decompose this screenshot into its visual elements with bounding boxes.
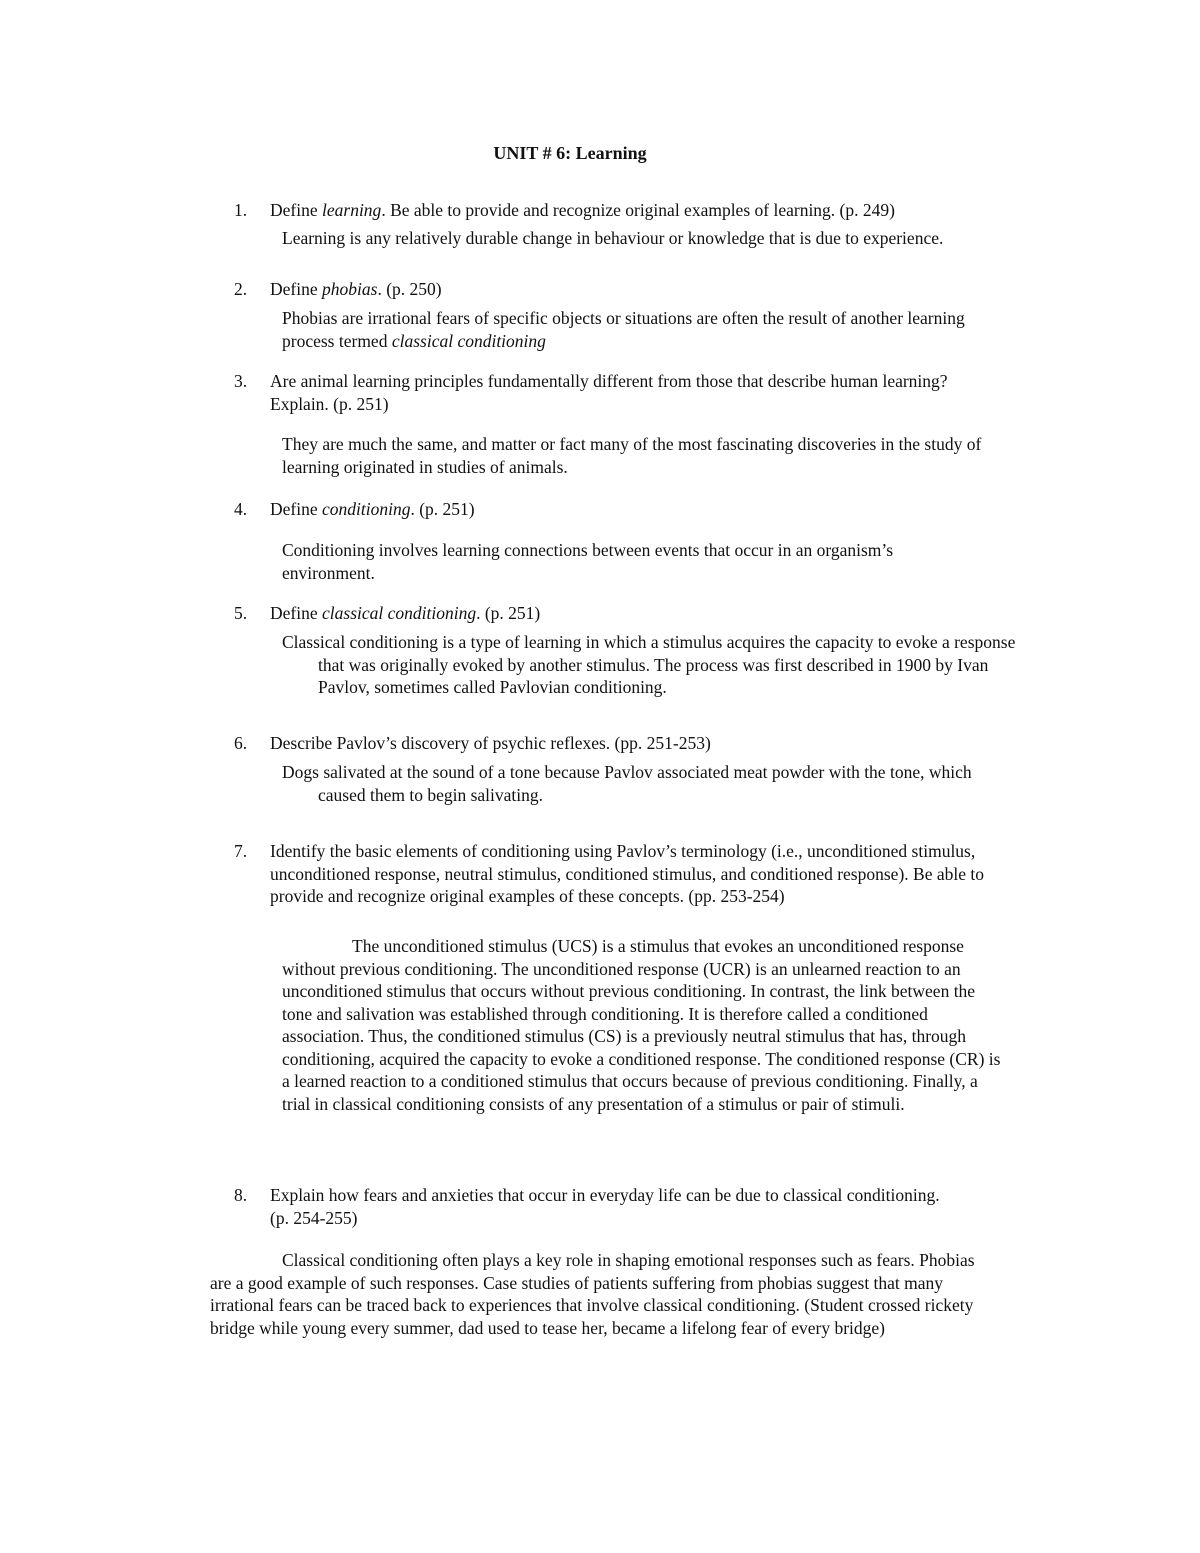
question-text: Are animal learning principles fundamentally different from those that describe human learning? Explain. (p. 251) — [270, 371, 948, 414]
question-text: Describe Pavlov’s discovery of psychic reflexes. (pp. 251-253) — [270, 733, 711, 753]
question-text: Explain how fears and anxieties that occur in everyday life can be due to classical conditioning. (p. 254-255) — [270, 1185, 940, 1228]
question-6 — [234, 732, 1014, 755]
page-title: UNIT # 6: Learning — [493, 143, 647, 163]
question-5 — [234, 602, 1014, 625]
question-number: 3. — [234, 371, 248, 391]
question-8 — [234, 1184, 1014, 1229]
answer-8: Classical conditioning often plays a key role in shaping emotional responses such as fears. Phobias are a good example of such responses. Case studies of patients suffering from phobias suggest that many irrational fears can be traced back to experiences that involve classical conditioning. (Student crossed rickety bridge while young every summer, dad used to tease her, became a lifelong fear of every bridge) — [210, 1250, 975, 1338]
question-number: 8. — [234, 1185, 248, 1205]
question-number: 5. — [234, 603, 248, 623]
answer-3: They are much the same, and matter or fact many of the most fascinating discoveries in the study of learning originated in studies of animals. — [282, 434, 982, 477]
question-number: 2. — [234, 279, 248, 299]
question-number: 1. — [234, 200, 248, 220]
question-number: 4. — [234, 499, 248, 519]
answer-2: Phobias are irrational fears of specific objects or situations are often the result of another learning process termed classical conditioning — [282, 308, 965, 351]
answer-6: Dogs salivated at the sound of a tone because Pavlov associated meat powder with the tone, which caused them to begin salivating. — [282, 762, 972, 805]
answer-7: The unconditioned stimulus (UCS) is a stimulus that evokes an unconditioned response without previous conditioning. The unconditioned response (UCR) is an unlearned reaction to an unconditioned stimulus that occurs without previous conditioning. In contrast, the link between the tone and salivation was established through conditioning. It is therefore called a conditioned association. Thus, the conditioned stimulus (CS) is a previously neutral stimulus that has, through conditioning, acquired the capacity to evoke a conditioned response. The conditioned response (CR) is a learned reaction to a conditioned stimulus that occurs because of previous conditioning. Finally, a trial in classical conditioning consists of any presentation of a stimulus or pair of stimuli. — [282, 936, 1001, 1114]
question-4 — [234, 498, 1014, 521]
question-number: 6. — [234, 733, 248, 753]
question-text: Define conditioning. (p. 251) — [270, 499, 475, 519]
question-number: 7. — [234, 841, 248, 861]
question-7 — [234, 840, 1014, 908]
answer-4: Conditioning involves learning connections between events that occur in an organism’s environment. — [282, 540, 894, 583]
question-2 — [234, 278, 1014, 301]
question-text: Define classical conditioning. (p. 251) — [270, 603, 541, 623]
question-text: Identify the basic elements of conditioning using Pavlov’s terminology (i.e., unconditioned stimulus, unconditioned response, neutral stimulus, conditioned stimulus, and conditioned response). Be able to provide and recognize original examples of these concepts. (pp. 253-254) — [270, 841, 984, 906]
question-3 — [234, 370, 1014, 415]
answer-5: Classical conditioning is a type of learning in which a stimulus acquires the capacity to evoke a response that was originally evoked by another stimulus. The process was first described in 1900 by Ivan Pavlov, sometimes called Pavlovian conditioning. — [282, 632, 1016, 697]
question-text: Define learning. Be able to provide and recognize original examples of learning. (p. 249) — [270, 200, 895, 220]
answer-1: Learning is any relatively durable change in behaviour or knowledge that is due to experience. — [282, 228, 944, 248]
question-text: Define phobias. (p. 250) — [270, 279, 442, 299]
question-1 — [234, 199, 1014, 222]
